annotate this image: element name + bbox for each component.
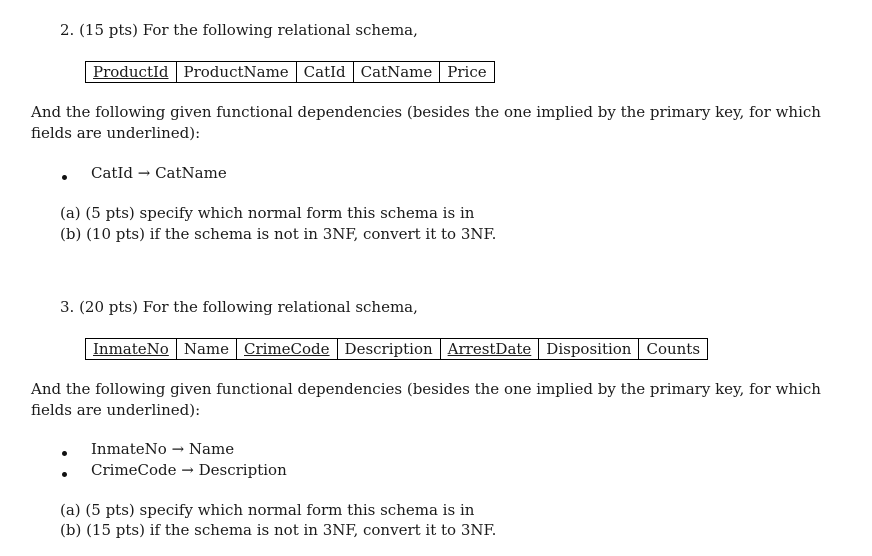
field-label: Disposition: [546, 340, 632, 358]
field-label: Name: [183, 340, 229, 358]
bullet-icon: [62, 175, 67, 180]
schema-field-description: [337, 339, 440, 360]
q2-heading: 2. (15 pts) For the following relational schema,: [60, 21, 418, 39]
schema-field-productid: [86, 62, 177, 83]
schema-field-productname: [176, 62, 296, 83]
q3-part-a: (a) (5 pts) specify which normal form this schema is in: [60, 501, 475, 519]
q2-fd-1: CatId → CatName: [91, 164, 227, 182]
bullet-icon: [62, 472, 67, 477]
q3-schema-table: [85, 338, 708, 360]
schema-field-crimecode: [237, 339, 338, 360]
q2-part-a: (a) (5 pts) specify which normal form this schema is in: [60, 204, 475, 222]
schema-field-counts: [639, 339, 708, 360]
schema-field-catid: [296, 62, 353, 83]
field-label: ArrestDate: [447, 340, 532, 358]
field-label: InmateNo: [93, 340, 169, 358]
q3-fd-1: InmateNo → Name: [91, 440, 235, 458]
schema-field-price: [440, 62, 494, 83]
schema-field-arrestdate: [440, 339, 539, 360]
schema-row: [86, 339, 708, 360]
q3-part-b: (b) (15 pts) if the schema is not in 3NF, convert it to 3NF.: [60, 521, 497, 539]
schema-field-catname: [353, 62, 440, 83]
q3-fd-2: CrimeCode → Description: [91, 461, 287, 479]
field-label: CatId: [303, 63, 346, 81]
schema-field-inmateno: [86, 339, 177, 360]
schema-field-name: [176, 339, 236, 360]
bullet-icon: [62, 451, 67, 456]
q2-part-b: (b) (10 pts) if the schema is not in 3NF, convert it to 3NF.: [60, 225, 497, 243]
q2-intro: And the following given functional dependencies (besides the one implied by the primary key, for which fields are underlined):: [31, 103, 821, 142]
q3-heading: 3. (20 pts) For the following relational schema,: [60, 298, 418, 316]
field-label: Price: [447, 63, 487, 81]
field-label: ProductId: [93, 63, 169, 81]
q2-schema-table: [85, 61, 495, 83]
schema-row: [86, 62, 495, 83]
schema-field-disposition: [539, 339, 639, 360]
field-label: Counts: [646, 340, 701, 358]
field-label: ProductName: [183, 63, 289, 81]
field-label: CatName: [360, 63, 433, 81]
q3-intro: And the following given functional dependencies (besides the one implied by the primary key, for which fields are underlined):: [31, 380, 821, 419]
field-label: Description: [344, 340, 433, 358]
field-label: CrimeCode: [244, 340, 330, 358]
